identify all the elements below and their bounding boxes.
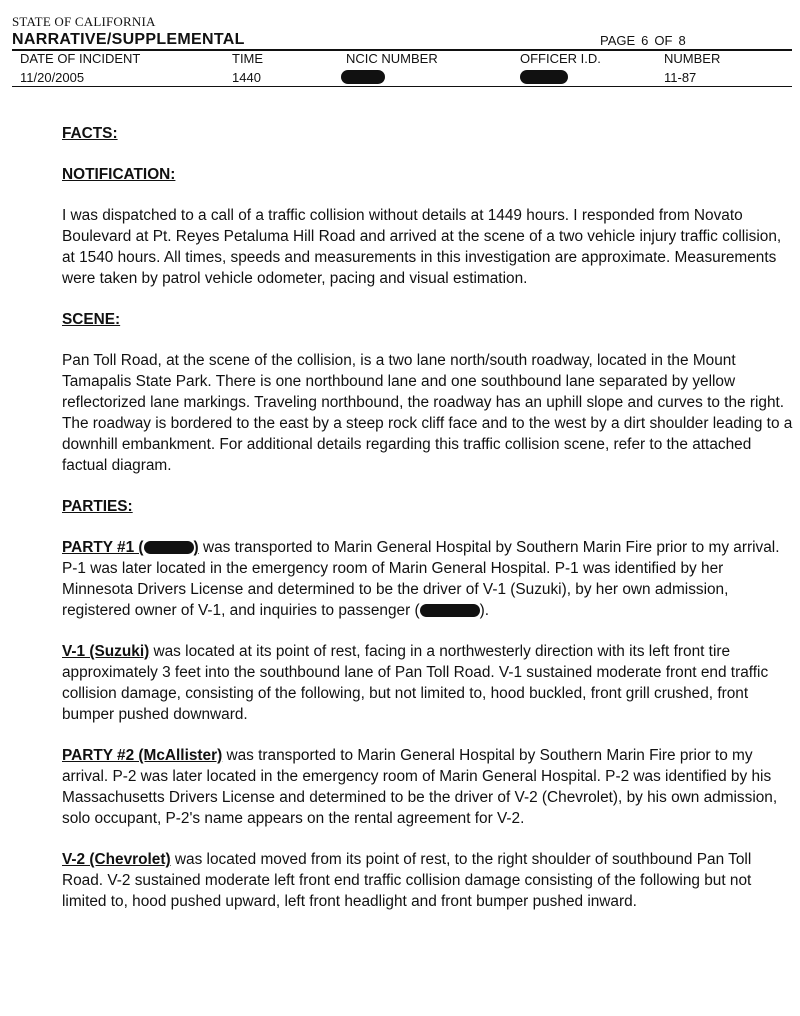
v1-label: V-1 (Suzuki): [62, 643, 150, 660]
party1-text: was transported to Marin General Hospital by Southern Marin Fire prior to my arrival. P-1 was later located in the emergency room of Marin General Hospital. P-1 was identified by her Minnesota Drivers License and determined to be the driver of V-1 (Suzuki), by her own admission, registered owner of V-1, and inquiries to passenger (: [62, 539, 780, 619]
page-indicator: [600, 33, 688, 48]
passenger-name-redaction: [420, 604, 480, 617]
v1-text: was located at its point of rest, facing in a northwesterly direction with its left front tire approximately 3 feet into the southbound lane of Pan Toll Road. V-1 sustained moderate front end traffic collision damage, consisting of the following, but not limited to, hood buckled, front grill crushed, front bumper pushed downward.: [62, 643, 769, 723]
state-header: STATE OF CALIFORNIA: [12, 14, 156, 29]
narrative-body: [62, 120, 794, 912]
ncic-number-label: NCIC NUMBER: [346, 51, 438, 66]
party2-text: was transported to Marin General Hospital by Southern Marin Fire prior to my arrival. P-2 was later located in the emergency room of Marin General Hospital. P-2 was identified by his Massachusetts Drivers License and determined to be the driver of V-2 (Chevrolet), by his own admission, solo occupant, P-2's name appears on the rental agreement for V-2.: [62, 747, 778, 827]
page-current: 6: [641, 33, 649, 48]
number-label: NUMBER: [664, 51, 721, 66]
party1-name-redaction: [144, 541, 194, 554]
form-title: NARRATIVE/SUPPLEMENTAL: [12, 31, 245, 48]
page-prefix: PAGE: [600, 33, 636, 48]
time-value: 1440: [232, 70, 261, 85]
notification-paragraph: I was dispatched to a call of a traffic collision without details at 1449 hours. I responded from Novato Boulevard at Pt. Reyes Petaluma Hill Road and arrived at the scene of a two vehicle injury traffic collision, at 1540 hours. All times, speeds and measurements in this investigation are approximate. Measurements were taken by patrol vehicle odometer, pacing and visual estimation.: [62, 207, 782, 287]
ncic-redaction: [341, 70, 385, 84]
party2-paragraph: [62, 745, 794, 829]
date-of-incident-value: 11/20/2005: [20, 70, 85, 85]
party2-label: PARTY #2 (McAllister): [62, 747, 223, 764]
date-of-incident-label: DATE OF INCIDENT: [20, 51, 141, 66]
party1-text-end: ).: [479, 602, 490, 619]
page-total: 8: [678, 33, 686, 48]
facts-heading: FACTS:: [62, 125, 118, 142]
header-bottom-rule: [12, 86, 792, 87]
notification-heading: NOTIFICATION:: [62, 166, 176, 183]
v2-paragraph: [62, 849, 794, 912]
page-of: OF: [654, 33, 673, 48]
v1-paragraph: [62, 641, 794, 725]
number-value: 11-87: [664, 70, 697, 85]
parties-heading: PARTIES:: [62, 498, 133, 515]
time-label: TIME: [232, 51, 264, 66]
party1-label-start: PARTY #1 (: [62, 539, 144, 556]
v2-label: V-2 (Chevrolet): [62, 851, 171, 868]
scene-heading: SCENE:: [62, 311, 121, 328]
party1-paragraph: [62, 537, 794, 621]
officer-id-redaction: [520, 70, 568, 84]
party1-label-end: ): [193, 539, 199, 556]
officer-id-label: OFFICER I.D.: [520, 51, 601, 66]
v2-text: was located moved from its point of rest, to the right shoulder of southbound Pan Toll Road. V-2 sustained moderate left front end traffic collision damage consisting of the following but not limited to, hood pushed upward, left front headlight and front bumper pushed inward.: [62, 851, 752, 910]
scene-paragraph: Pan Toll Road, at the scene of the collision, is a two lane north/south roadway, located in the Mount Tamapalis State Park. There is one northbound lane and one southbound lane separated by yellow reflectorized lane markings. Traveling northbound, the roadway has an uphill slope and curves to the right. The roadway is bordered to the east by a steep rock cliff face and to the west by a dirt shoulder leading to a downhill embankment. For additional details regarding this traffic collision scene, refer to the attached factual diagram.: [62, 352, 793, 474]
